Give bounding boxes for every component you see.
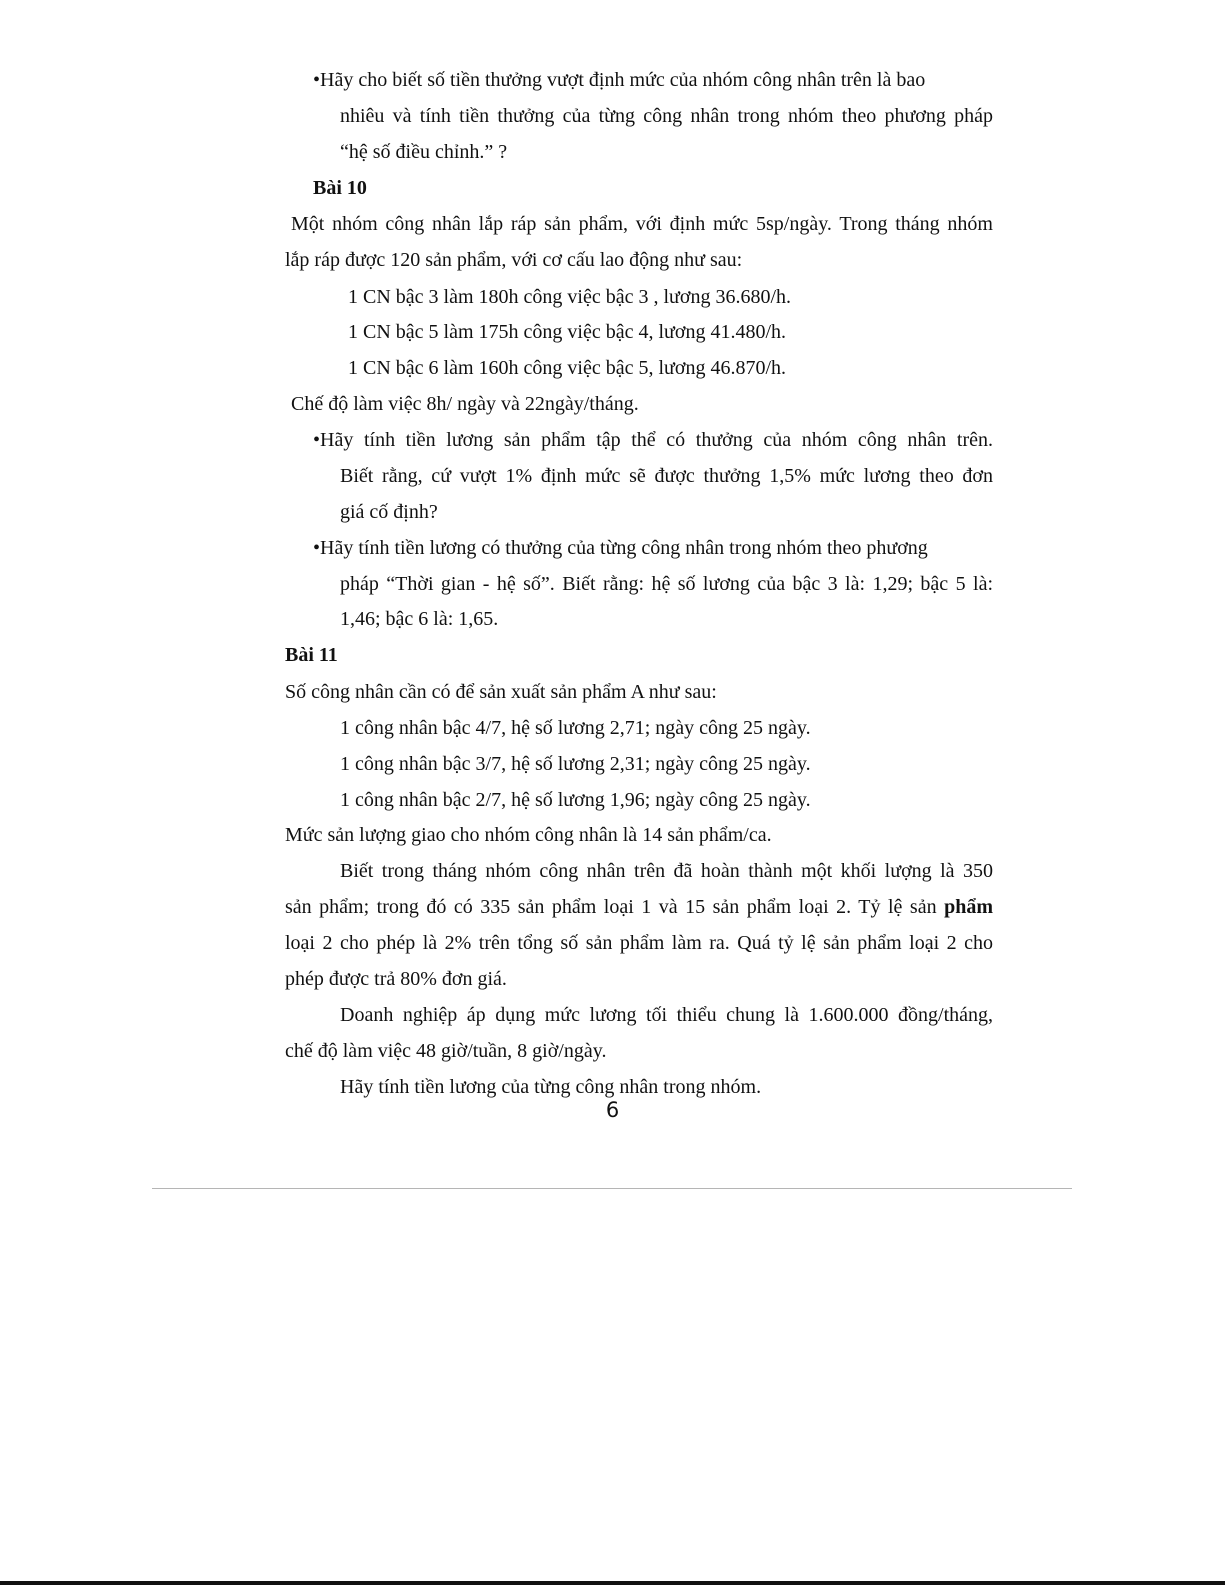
bullet-icon: [313, 69, 320, 91]
bai11-intro: Số công nhân cần có để sản xuất sản phẩm A như sau:: [285, 681, 717, 703]
bai10-q1-line-1: • Hãy tính tiền lương sản phẩm tập thể có thưởng của nhóm công nhân trên.: [313, 428, 993, 452]
bai11-p2-line-1: Doanh nghiệp áp dụng mức lương tối thiểu chung là 1.600.000 đồng/tháng,: [340, 1004, 993, 1026]
bai10-worker-2: 1 CN bậc 5 làm 175h công việc bậc 4, lương 41.480/h.: [348, 321, 786, 343]
bai11-p1-line-2: sản phẩm; trong đó có 335 sản phẩm loại 1 và 15 sản phẩm loại 2. Tỷ lệ sản phẩm: [285, 896, 993, 918]
bai10-q1-line-3: giá cố định?: [340, 501, 438, 523]
bai10-q2-line-3: 1,46; bậc 6 là: 1,65.: [340, 608, 499, 630]
bai11-output: Mức sản lượng giao cho nhóm công nhân là 14 sản phẩm/ca.: [285, 824, 772, 846]
page-number: 6: [605, 1098, 620, 1122]
bai11-heading: Bài 11: [285, 644, 338, 666]
bai11-p1-line-4: phép được trả 80% đơn giá.: [285, 968, 507, 990]
bai10-heading: Bài 10: [313, 177, 367, 199]
bai10-q2-line-2: pháp “Thời gian - hệ số”. Biết rằng: hệ số lương của bậc 3 là: 1,29; bậc 5 là:: [340, 573, 993, 595]
bai10-q2-line-1: • Hãy tính tiền lương có thưởng của từng công nhân trong nhóm theo phương: [313, 536, 928, 560]
bai9-bullet-line-2: nhiêu và tính tiền thưởng của từng công nhân trong nhóm theo phương pháp: [340, 105, 993, 127]
bai11-p2-line-2: chế độ làm việc 48 giờ/tuần, 8 giờ/ngày.: [285, 1040, 607, 1062]
bai10-worker-3: 1 CN bậc 6 làm 160h công việc bậc 5, lương 46.870/h.: [348, 357, 786, 379]
bai10-intro-line-1: Một nhóm công nhân lắp ráp sản phẩm, với định mức 5sp/ngày. Trong tháng nhóm: [291, 213, 993, 235]
bottom-border: [0, 1581, 1225, 1585]
bai10-regime: Chế độ làm việc 8h/ ngày và 22ngày/tháng.: [291, 393, 639, 415]
bai10-q1-line-2: Biết rằng, cứ vượt 1% định mức sẽ được thưởng 1,5% mức lương theo đơn: [340, 465, 993, 487]
bullet-icon: [313, 537, 320, 559]
bold-word: phẩm: [944, 896, 993, 918]
bai11-worker-3: 1 công nhân bậc 2/7, hệ số lương 1,96; ngày công 25 ngày.: [340, 789, 811, 811]
bai11-task: Hãy tính tiền lương của từng công nhân trong nhóm.: [340, 1076, 762, 1098]
bai11-p1-line-3: loại 2 cho phép là 2% trên tổng số sản phẩm làm ra. Quá tỷ lệ sản phẩm loại 2 cho: [285, 932, 993, 954]
bai9-bullet-line-1: • Hãy cho biết số tiền thưởng vượt định mức của nhóm công nhân trên là bao: [313, 68, 925, 92]
bai11-worker-2: 1 công nhân bậc 3/7, hệ số lương 2,31; ngày công 25 ngày.: [340, 753, 811, 775]
bai10-worker-1: 1 CN bậc 3 làm 180h công việc bậc 3 , lương 36.680/h.: [348, 286, 791, 308]
bullet-icon: [313, 429, 320, 451]
bai11-p1-line-1: Biết trong tháng nhóm công nhân trên đã hoàn thành một khối lượng là 350: [340, 860, 993, 882]
bai9-bullet-line-3: “hệ số điều chỉnh.” ?: [340, 141, 508, 163]
bai10-intro-line-2: lắp ráp được 120 sản phẩm, với cơ cấu lao động như sau:: [285, 249, 743, 271]
bai11-worker-1: 1 công nhân bậc 4/7, hệ số lương 2,71; ngày công 25 ngày.: [340, 717, 811, 739]
page-separator: [152, 1188, 1072, 1189]
